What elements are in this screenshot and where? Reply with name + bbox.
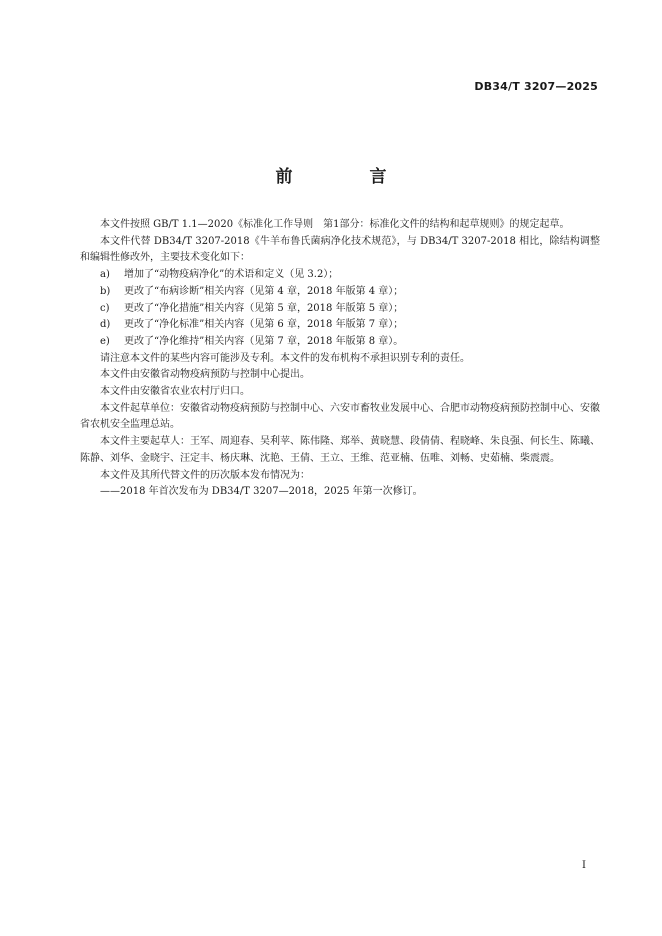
paragraph-drafters: 本文件主要起草人：王军、周迎春、吴利苹、陈伟隆、郑举、黄晓慧、段倩倩、程晓峰、朱良强、何长生、陈曦、陈静、刘华、金晓宇、汪定丰、杨庆琳、沈艳、王倩、王立、王维、范亚楠、伍唯、刘畅、史茹楠、柴震震。 <box>80 436 600 464</box>
list-marker: a) <box>100 269 110 281</box>
page-title: 前 言 <box>275 167 417 187</box>
paragraph-administrator: 本文件由安徽省农业农村厅归口。 <box>100 386 250 398</box>
version-history-entry: ——2018 年首次发布为 DB34/T 3207—2018，2025 年第一次修订。 <box>100 486 423 498</box>
paragraph-version-history: 本文件及其所代替文件的历次版本发布情况为： <box>100 469 310 481</box>
paragraph-replacement: 本文件代替 DB34/T 3207-2018《牛羊布鲁氏菌病净化技术规范》，与 DB34/T 3207-2018 相比，除结构调整和编辑性修改外，主要技术变化如下： <box>80 235 600 264</box>
list-item-text: 更改了“净化措施”相关内容（见第 5 章，2018 年版第 5 章）； <box>124 302 404 314</box>
page-number: I <box>582 860 586 871</box>
list-item-text: 增加了“动物疫病净化”的术语和定义（见 3.2）； <box>124 269 339 281</box>
foreword-body <box>80 217 600 501</box>
list-item <box>80 317 600 334</box>
paragraph-proposer: 本文件由安徽省动物疫病预防与控制中心提出。 <box>100 369 310 381</box>
list-item <box>80 267 600 284</box>
list-marker: d) <box>100 319 111 331</box>
paragraph-drafting-units: 本文件起草单位：安徽省动物疫病预防与控制中心、六安市畜牧业发展中心、合肥市动物疫病预防控制中心、安徽省农机安全监理总站。 <box>80 402 600 431</box>
list-item <box>80 334 600 351</box>
list-marker: b) <box>100 285 111 297</box>
list-marker: c) <box>100 302 110 314</box>
list-item <box>80 284 600 301</box>
list-item <box>80 301 600 318</box>
list-marker: e) <box>100 335 110 347</box>
paragraph-patent-notice: 请注意本文件的某些内容可能涉及专利。本文件的发布机构不承担识别专利的责任。 <box>100 352 470 364</box>
list-item-text: 更改了“净化标准”相关内容（见第 6 章，2018 年版第 7 章）； <box>124 319 404 331</box>
list-item-text: 更改了“净化维持”相关内容（见第 7 章，2018 年版第 8 章）。 <box>124 335 404 347</box>
list-item-text: 更改了“布病诊断”相关内容（见第 4 章，2018 年版第 4 章）； <box>124 285 404 297</box>
document-code: DB34/T 3207—2025 <box>474 80 598 93</box>
paragraph-drafting-rules: 本文件按照 GB/T 1.1—2020《标准化工作导则 第1部分：标准化文件的结构和起草规则》的规定起草。 <box>100 219 570 230</box>
